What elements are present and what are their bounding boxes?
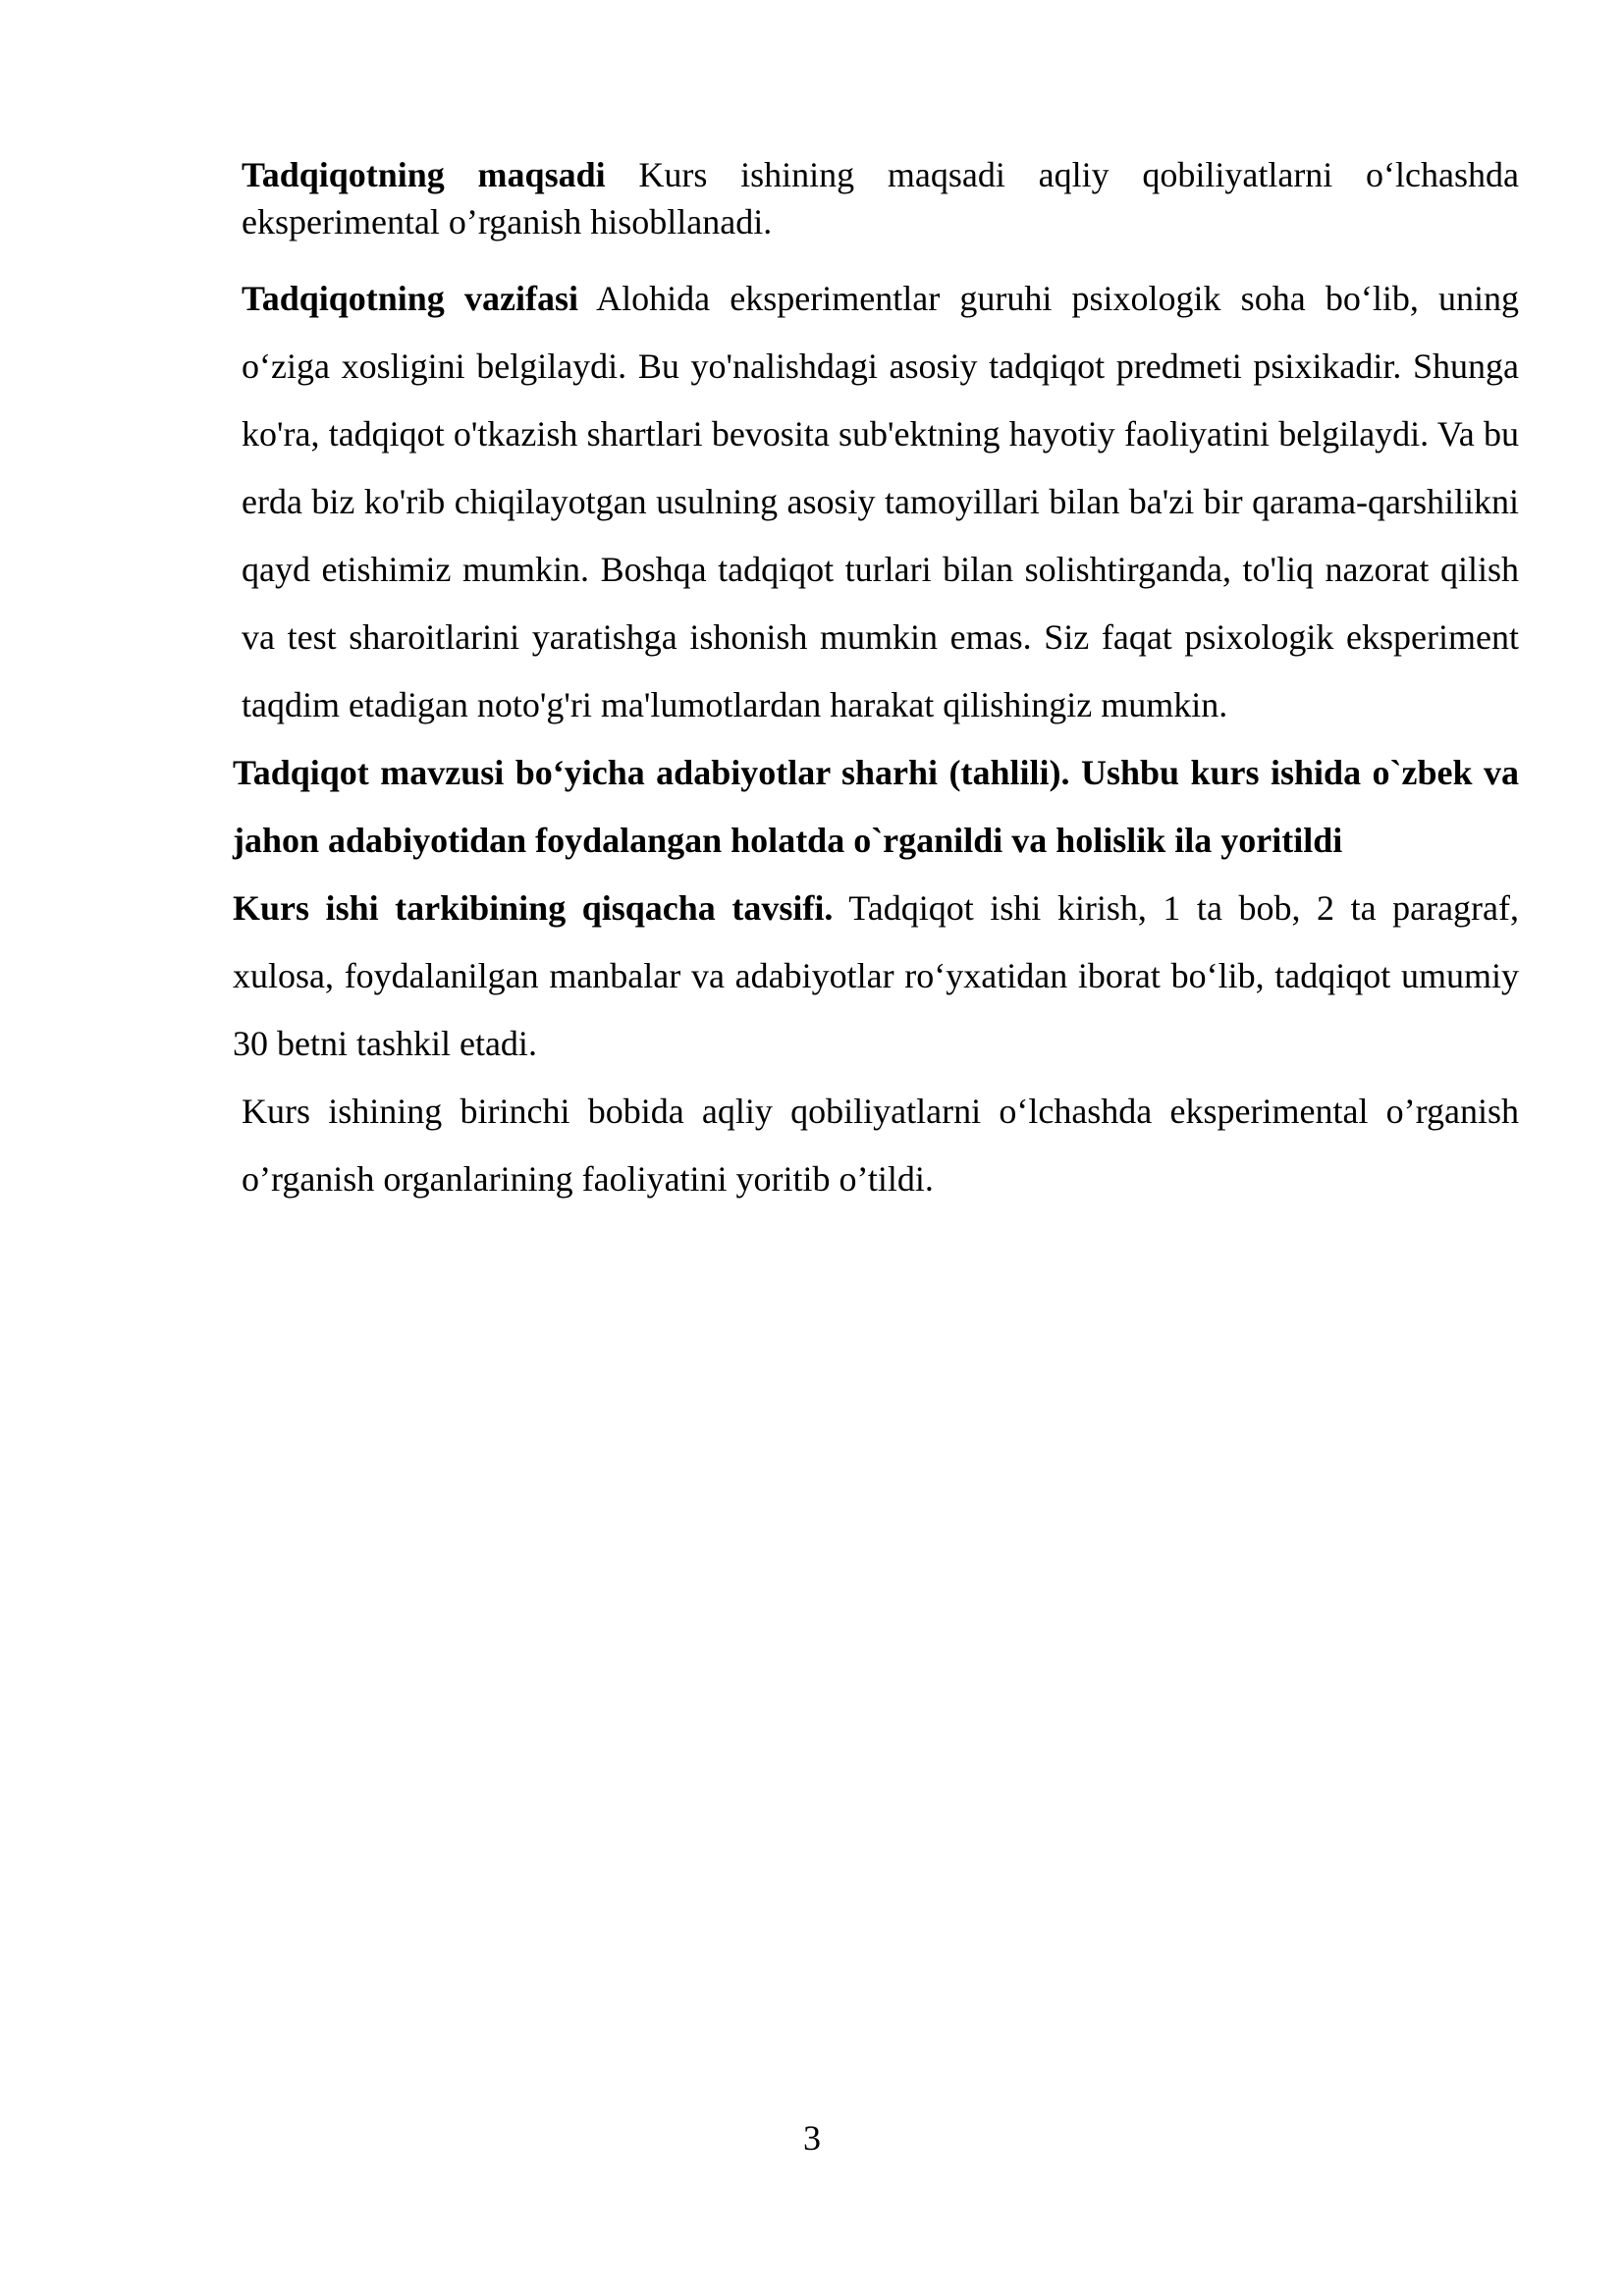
document-body — [233, 151, 1519, 1213]
structure-summary-text: Tadqiqot ishi kirish, 1 ta bob, 2 ta paragraf, xulosa, foydalanilgan manbalar va adabiyotlar ro‘yxatidan iborat bo‘lib, tadqiqot umumiy 30 betni tashkil etadi. — [233, 888, 1519, 1063]
research-tasks-text: Alohida eksperimentlar guruhi psixologik soha bo‘lib, uning o‘ziga xosligini belgilaydi. Bu yo'nalishdagi asosiy tadqiqot predmeti psixikadir. Shunga ko'ra, tadqiqot o'tkazish shartlari bevosita sub'ektning hayotiy faoliyatini belgilaydi. Va bu erda biz ko'rib chiqilayotgan usulning asosiy tamoyillari bilan ba'zi bir qarama-qarshilikni qayd etishimiz mumkin. Boshqa tadqiqot turlari bilan solishtirganda, to'liq nazorat qilish va test sharoitlarini yaratishga ishonish mumkin emas. Siz faqat psixologik eksperiment taqdim etadigan noto'g'ri ma'lumotlardan harakat qilishingiz mumkin. — [242, 279, 1519, 724]
paragraph-first-chapter — [233, 1078, 1519, 1213]
page-number: 3 — [803, 2118, 821, 2158]
paragraph-research-goal — [233, 151, 1519, 245]
research-goal-text: Kurs ishining maqsadi aqliy qobiliyatlarni o‘lchashda eksperimental o’rganish hisobllanadi. — [242, 155, 1519, 241]
literature-review-text: Tadqiqot mavzusi bo‘yicha adabiyotlar sharhi (tahlili). Ushbu kurs ishida o`zbek va jahon adabiyotidan foydalangan holatda o`rganildi va holislik ila yoritildi — [233, 753, 1519, 860]
structure-summary-heading: Kurs ishi tarkibining qisqacha tavsifi. — [233, 888, 834, 928]
research-goal-heading: Tadqiqotning maqsadi — [242, 155, 606, 194]
paragraph-structure-summary — [233, 875, 1519, 1078]
paragraph-literature-review — [233, 739, 1519, 875]
first-chapter-text: Kurs ishining birinchi bobida aqliy qobiliyatlarni o‘lchashda eksperimental o’rganish o’rganish organlarining faoliyatini yoritib o’tildi. — [242, 1092, 1519, 1199]
paragraph-research-tasks — [233, 265, 1519, 739]
research-tasks-heading: Tadqiqotning vazifasi — [242, 279, 578, 318]
